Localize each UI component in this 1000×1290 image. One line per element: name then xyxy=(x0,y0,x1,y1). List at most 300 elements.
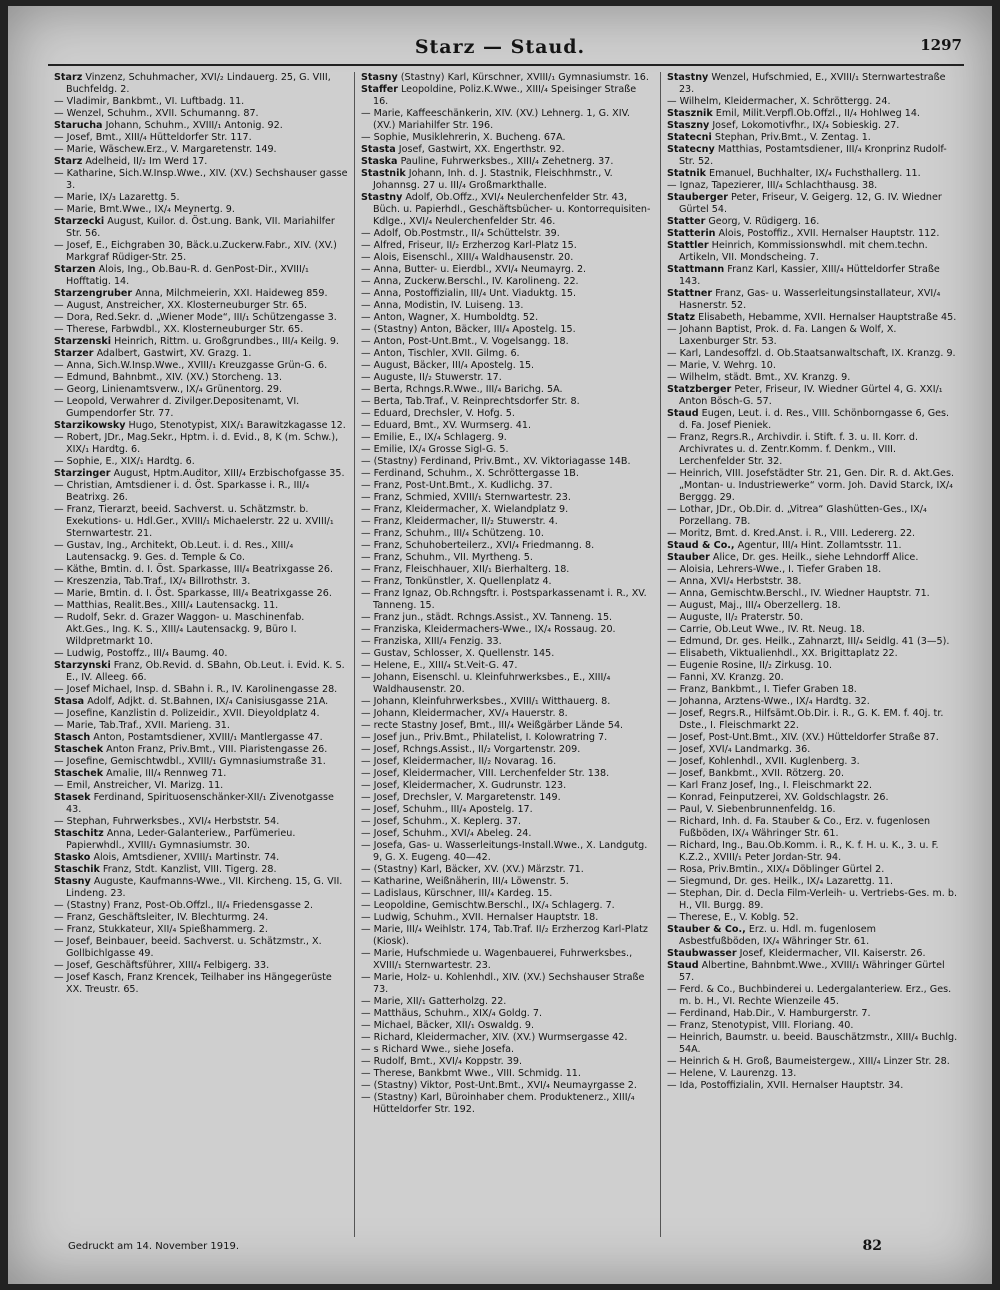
entry-text: — Josef, Schuhm., X. Keplerg. 37. xyxy=(360,816,522,827)
directory-entry xyxy=(361,864,654,876)
directory-entry xyxy=(361,696,654,708)
entry-text: — August, Bäcker, III/₄ Apostelg. 15. xyxy=(360,360,535,371)
entry-text: — Josefine, Kanzlistin d. Polizeidir., XVII. Dieyoldplatz 4. xyxy=(54,708,320,719)
entry-surname: Starucha xyxy=(54,120,103,131)
entry-text: — Josef, Post-Unt.Bmt., XIV. (XV.) Hütteldorfer Straße 87. xyxy=(666,732,939,743)
directory-entry xyxy=(667,744,960,756)
directory-entry xyxy=(54,792,348,816)
entry-text: — Therese, Bankbmt Wwe., VIII. Schmidg. 11. xyxy=(360,1068,581,1079)
entry-text: — Marie, III/₄ Weihlstr. 174, Tab.Traf. II/₂ Erzherzog Karl-Platz (Kiosk). xyxy=(360,924,648,947)
entry-text: — (Stastny) Viktor, Post-Unt.Bmt., XVI/₄ Neumayrgasse 2. xyxy=(360,1080,637,1091)
entry-text: — Franz, Schuhm., VII. Myrtheng. 5. xyxy=(360,552,533,563)
directory-entry xyxy=(667,1008,960,1020)
entry-text: — Franz jun., städt. Rchngs.Assist., XV. Tanneng. 15. xyxy=(360,612,613,623)
entry-text: Alice, Dr. ges. Heilk., siehe Lehndorff Alice. xyxy=(709,552,919,563)
directory-entry xyxy=(667,768,960,780)
entry-text: Heinrich, Kommissionswhdl. mit chem.techn. Artikeln, VII. Mondscheing. 7. xyxy=(678,240,928,263)
directory-entry xyxy=(667,264,960,288)
entry-text: — Vladimir, Bankbmt., VI. Luftbadg. 11. xyxy=(54,96,245,107)
directory-entry xyxy=(361,1020,654,1032)
column-3 xyxy=(660,72,966,1237)
entry-text: — Anna, Postoffizialin, III/₄ Unt. Viaduktg. 15. xyxy=(360,288,577,299)
entry-text: — Wenzel, Schuhm., XVII. Schumanng. 87. xyxy=(54,108,259,119)
directory-entry xyxy=(361,300,654,312)
entry-text: — (Stastny) Karl, Bäcker, XV. (XV.) Märzstr. 71. xyxy=(360,864,584,875)
entry-text: — Josef, E., Eichgraben 30, Bäck.u.Zuckerw.Fabr., XIV. (XV.) Markgraf Rüdiger-Str. 25. xyxy=(54,240,337,263)
directory-entry xyxy=(667,888,960,912)
entry-text: — Alfred, Friseur, II/₂ Erzherzog Karl-Platz 15. xyxy=(360,240,577,251)
entry-text: Matthias, Postamtsdiener, III/₄ Kronprinz Rudolf-Str. 52. xyxy=(678,144,947,167)
entry-text: — Josef, Bankbmt., XVII. Rötzerg. 20. xyxy=(666,768,845,779)
entry-surname: Stasta xyxy=(360,144,396,155)
entry-text: — Lothar, JDr., Ob.Dir. d. „Vitrea“ Glashütten-Ges., IX/₄ Porzellang. 7B. xyxy=(666,504,927,527)
entry-text: — Marie, V. Wehrg. 10. xyxy=(666,360,776,371)
entry-text: — Josef, Kleidermacher, II/₂ Novarag. 16. xyxy=(360,756,557,767)
entry-text: — August, Maj., III/₄ Oberzellerg. 18. xyxy=(666,600,841,611)
directory-entry xyxy=(667,672,960,684)
entry-text: — Sophie, Musiklehrerin, X. Bucheng. 67A. xyxy=(360,132,566,143)
directory-entry xyxy=(54,372,348,384)
directory-entry xyxy=(667,912,960,924)
directory-entry xyxy=(667,960,960,984)
entry-surname: Stattler xyxy=(666,240,709,251)
directory-entry xyxy=(54,756,348,768)
directory-entry xyxy=(667,180,960,192)
directory-entry xyxy=(667,108,960,120)
entry-text: — Käthe, Bmtin. d. I. Öst. Sparkasse, III/₄ Beatrixgasse 26. xyxy=(54,564,334,575)
directory-entry xyxy=(667,816,960,840)
directory-entry xyxy=(54,312,348,324)
entry-text: Johann, Schuhm., XVIII/₁ Antonig. 92. xyxy=(102,120,283,131)
sheet-number: 82 xyxy=(862,1238,882,1254)
entry-text: Emanuel, Buchhalter, IX/₄ Fuchsthallerg. 11. xyxy=(706,168,921,179)
directory-entry xyxy=(361,360,654,372)
directory-entry xyxy=(667,708,960,732)
directory-entry xyxy=(361,288,654,300)
page-number: 1297 xyxy=(920,36,962,54)
directory-entry xyxy=(667,120,960,132)
entry-text: — (Stastny) Karl, Büroinhaber chem. Produktenerz., XIII/₄ Hütteldorfer Str. 192. xyxy=(360,1092,635,1115)
entry-text: Wenzel, Hufschmied, E., XVIII/₁ Sternwartestraße 23. xyxy=(678,72,946,95)
entry-text: — Marie, Hufschmiede u. Wagenbauerei, Fuhrwerksbes., XVIII/₁ Sternwartestr. 23. xyxy=(360,948,633,971)
entry-text: — Josef, Schuhm., XVI/₄ Abeleg. 24. xyxy=(360,828,532,839)
entry-text: — recte Stastny Josef, Bmt., III/₄ Weißgärber Lände 54. xyxy=(360,720,624,731)
entry-surname: Stauber xyxy=(666,552,710,563)
entry-text: — Franz, Tonkünstler, X. Quellenplatz 4. xyxy=(360,576,552,587)
entry-text: — Marie, Holz- u. Kohlenhdl., XIV. (XV.) Sechshauser Straße 73. xyxy=(360,972,645,995)
entry-text: — Paul, V. Siebenbrunnenfeldg. 16. xyxy=(666,804,836,815)
directory-entry xyxy=(54,852,348,864)
directory-entry xyxy=(361,720,654,732)
entry-surname: Staschik xyxy=(54,864,100,875)
directory-entry xyxy=(54,972,348,996)
directory-entry xyxy=(361,624,654,636)
directory-entry xyxy=(54,816,348,828)
directory-entry xyxy=(667,636,960,648)
entry-surname: Stauberger xyxy=(666,192,728,203)
directory-entry xyxy=(361,1092,654,1116)
directory-entry xyxy=(361,672,654,696)
directory-entry xyxy=(361,420,654,432)
entry-surname: Starzynski xyxy=(54,660,111,671)
directory-entry xyxy=(54,600,348,612)
directory-entry xyxy=(361,564,654,576)
entry-text: Elisabeth, Hebamme, XVII. Hernalser Hauptstraße 45. xyxy=(695,312,957,323)
entry-text: — Johann Baptist, Prok. d. Fa. Langen & Wolf, X. Laxenburger Str. 53. xyxy=(666,324,897,347)
directory-entry xyxy=(361,588,654,612)
entry-text: — Ferdinand, Hab.Dir., V. Hamburgerstr. 7. xyxy=(666,1008,871,1019)
entry-text: — Sophie, E., XIX/₁ Hardtg. 6. xyxy=(54,456,195,467)
directory-entry xyxy=(667,432,960,468)
entry-text: — Johann, Eisenschl. u. Kleinfuhrwerksbes., E., XIII/₄ Waldhausenstr. 20. xyxy=(360,672,611,695)
directory-entry xyxy=(54,456,348,468)
entry-surname: Stastnik xyxy=(360,168,406,179)
directory-entry xyxy=(361,888,654,900)
directory-entry xyxy=(361,540,654,552)
directory-entry xyxy=(361,708,654,720)
entry-surname: Stattner xyxy=(666,288,713,299)
entry-text: — Richard, Kleidermacher, XIV. (XV.) Wurmsergasse 42. xyxy=(360,1032,628,1043)
entry-text: — Franz, Tierarzt, beeid. Sachverst. u. Schätzmstr. b. Exekutions- u. Hdl.Ger., XVIII/₁ Michaelerstr. 22 u. XVIII/₁ Sternwartestr. 21. xyxy=(54,504,334,539)
directory-entry xyxy=(54,216,348,240)
directory-entry xyxy=(361,264,654,276)
directory-entry xyxy=(361,648,654,660)
entry-surname: Stastny xyxy=(360,192,403,203)
entry-text: — Dora, Red.Sekr. d. „Wiener Mode“, III/₁ Schützengasse 3. xyxy=(54,312,337,323)
entry-text: — Robert, JDr., Mag.Sekr., Hptm. i. d. Evid., 8, K (m. Schw.), XIX/₁ Hardtg. 6. xyxy=(54,432,339,455)
entry-text: Franz Karl, Kassier, XIII/₄ Hütteldorfer Straße 143. xyxy=(678,264,940,287)
entry-text: — (Stastny) Anton, Bäcker, III/₄ Apostelg. 15. xyxy=(360,324,576,335)
entry-text: — Ignaz, Tapezierer, III/₄ Schlachthausg. 38. xyxy=(666,180,878,191)
directory-entry xyxy=(361,480,654,492)
entry-text: Johann, Inh. d. J. Stastnik, Fleischhmstr., V. Johannsg. 27 u. III/₄ Großmarkthalle. xyxy=(372,168,613,191)
directory-entry xyxy=(54,348,348,360)
entry-text: — Josef, Kleidermacher, VIII. Lerchenfelder Str. 138. xyxy=(360,768,610,779)
entry-surname: Staschek xyxy=(54,768,104,779)
entry-text: — Franziska, Kleidermachers-Wwe., IX/₄ Rossaug. 20. xyxy=(360,624,616,635)
entry-text: — Anton, Tischler, XVII. Gilmg. 6. xyxy=(360,348,520,359)
directory-entry xyxy=(667,864,960,876)
entry-text: — Helene, E., XIII/₄ St.Veit-G. 47. xyxy=(360,660,518,671)
entry-surname: Statter xyxy=(666,216,706,227)
directory-entry xyxy=(667,684,960,696)
directory-entry xyxy=(54,324,348,336)
directory-entry xyxy=(361,828,654,840)
entry-text: — Leopoldine, Gemischtw.Berschl., IX/₄ Schlagerg. 7. xyxy=(360,900,615,911)
directory-entry xyxy=(54,300,348,312)
directory-entry xyxy=(667,564,960,576)
directory-entry xyxy=(361,732,654,744)
directory-entry xyxy=(361,336,654,348)
entry-surname: Stasznik xyxy=(666,108,713,119)
entry-text: — Anton, Wagner, X. Humboldtg. 52. xyxy=(360,312,539,323)
directory-entry xyxy=(361,660,654,672)
entry-text: Emil, Milit.Verpfl.Ob.Offzl., II/₄ Hohlweg 14. xyxy=(712,108,920,119)
entry-surname: Starzengruber xyxy=(54,288,133,299)
directory-entry xyxy=(361,468,654,480)
entry-text: — Josef, XVI/₄ Landmarkg. 36. xyxy=(666,744,811,755)
directory-entry xyxy=(54,192,348,204)
entry-text: — Karl, Landesoffzl. d. Ob.Staatsanwaltschaft, IX. Kranzg. 9. xyxy=(666,348,956,359)
entry-text: — Katharine, Sich.W.Insp.Wwe., XIV. (XV.) Sechshauser gasse 3. xyxy=(54,168,348,191)
entry-surname: Starz xyxy=(54,72,83,83)
entry-text: Leopoldine, Poliz.K.Wwe., XIII/₄ Speisinger Straße 16. xyxy=(372,84,637,107)
entry-text: Franz, Gas- u. Wasserleitungsinstallateur, XVI/₄ Hasnerstr. 52. xyxy=(678,288,941,311)
directory-entry xyxy=(667,216,960,228)
directory-entry xyxy=(361,552,654,564)
directory-entry xyxy=(54,72,348,96)
directory-entry xyxy=(361,492,654,504)
directory-entry xyxy=(667,72,960,96)
entry-text: — Josef, Geschäftsführer, XIII/₄ Felbigerg. 33. xyxy=(54,960,270,971)
directory-entry xyxy=(667,144,960,168)
directory-entry xyxy=(54,864,348,876)
directory-entry xyxy=(54,588,348,600)
directory-entry xyxy=(54,96,348,108)
entry-surname: Statzberger xyxy=(666,384,732,395)
directory-entry xyxy=(54,720,348,732)
directory-entry xyxy=(361,384,654,396)
directory-entry xyxy=(54,504,348,540)
directory-entry xyxy=(361,144,654,156)
entry-text: Eugen, Leut. i. d. Res., VIII. Schönborngasse 6, Ges. d. Fa. Josef Pieniek. xyxy=(678,408,950,431)
directory-entry xyxy=(361,168,654,192)
directory-entry xyxy=(54,780,348,792)
entry-text: — Elisabeth, Viktualienhdl., XX. Brigittaplatz 22. xyxy=(666,648,898,659)
directory-entry xyxy=(54,264,348,288)
directory-entry xyxy=(667,1068,960,1080)
entry-surname: Starzenski xyxy=(54,336,112,347)
directory-entry xyxy=(361,72,654,84)
entry-text: — Gustav, Schlosser, X. Quellenstr. 145. xyxy=(360,648,555,659)
entry-text: — Richard, Ing., Bau.Ob.Komm. i. R., K. f. H. u. K., 3. u. F. K.Z.2., XVIII/₁ Peter Jordan-Str. 94. xyxy=(666,840,939,863)
entry-text: — Moritz, Bmt. d. Kred.Anst. i. R., VIII. Ledererg. 22. xyxy=(666,528,916,539)
entry-text: — Heinrich & H. Groß, Baumeistergew., XIII/₄ Linzer Str. 28. xyxy=(666,1056,950,1067)
entry-text: — Therese, Farbwdbl., XX. Klosterneuburger Str. 65. xyxy=(54,324,304,335)
entry-text: — Anna, XVI/₄ Herbststr. 38. xyxy=(666,576,802,587)
entry-text: — Alois, Eisenschl., XIII/₄ Waldhausenstr. 20. xyxy=(360,252,574,263)
directory-entry xyxy=(54,132,348,144)
directory-entry xyxy=(54,660,348,684)
directory-entry xyxy=(54,576,348,588)
directory-entry xyxy=(667,468,960,504)
directory-entry xyxy=(667,600,960,612)
directory-entry xyxy=(54,612,348,648)
entry-text: Hugo, Stenotypist, XIX/₁ Barawitzkagasse 12. xyxy=(125,420,346,431)
entry-text: Josef, Gastwirt, XX. Engerthstr. 92. xyxy=(395,144,565,155)
directory-entry xyxy=(667,732,960,744)
entry-text: — Johann, Kleidermacher, XV/₄ Hauerstr. 8. xyxy=(360,708,568,719)
directory-entry xyxy=(667,696,960,708)
entry-text: — Marie, Wäschew.Erz., V. Margaretenstr. 149. xyxy=(54,144,277,155)
entry-text: — Anna, Zuckerw.Berschl., IV. Karolineng. 22. xyxy=(360,276,579,287)
entry-text: — Michael, Bäcker, XII/₁ Oswaldg. 9. xyxy=(360,1020,535,1031)
entry-text: — Franz, Schuhoberteilerz., XVI/₄ Friedmanng. 8. xyxy=(360,540,595,551)
directory-entry xyxy=(54,420,348,432)
directory-entry xyxy=(54,384,348,396)
directory-entry xyxy=(361,516,654,528)
entry-text: — Berta, Rchngs.R.Wwe., III/₄ Barichg. 5A. xyxy=(360,384,563,395)
directory-entry xyxy=(667,96,960,108)
directory-entry xyxy=(361,252,654,264)
entry-text: — Matthäus, Schuhm., XIX/₄ Goldg. 7. xyxy=(360,1008,543,1019)
entry-text: — Franz, Bankbmt., I. Tiefer Graben 18. xyxy=(666,684,857,695)
entry-text: Alois, Postoffiz., XVII. Hernalser Hauptstr. 112. xyxy=(715,228,940,239)
entry-text: — Rudolf, Sekr. d. Grazer Waggon- u. Maschinenfab. Akt.Ges., Ing. K. S., XIII/₄ Lautensackg. 9, Büro I. Wildpretmarkt 10. xyxy=(54,612,305,647)
directory-entry xyxy=(54,912,348,924)
entry-text: — Franziska, XIII/₄ Fenzig. 33. xyxy=(360,636,502,647)
entry-text: Alois, Ing., Ob.Bau-R. d. GenPost-Dir., XVIII/₁ Hofftatig. 14. xyxy=(66,264,309,287)
entry-surname: Stasch xyxy=(54,732,91,743)
entry-surname: Staud xyxy=(666,960,699,971)
directory-entry xyxy=(667,168,960,180)
entry-text: August, Kuilor. d. Öst.ung. Bank, VII. Mariahilfer Str. 56. xyxy=(66,216,335,239)
column-1 xyxy=(48,72,354,1237)
print-date: Gedruckt am 14. November 1919. xyxy=(68,1241,240,1252)
entry-text: — Marie, Bmtin. d. I. Öst. Sparkasse, III/₄ Beatrixgasse 26. xyxy=(54,588,332,599)
entry-text: Heinrich, Rittm. u. Großgrundbes., III/₄ Keilg. 9. xyxy=(111,336,339,347)
entry-surname: Stastny xyxy=(666,72,709,83)
entry-text: — Kreszenzia, Tab.Traf., IX/₄ Billrothstr. 3. xyxy=(54,576,251,587)
entry-text: — Emil, Anstreicher, VI. Marizg. 11. xyxy=(54,780,224,791)
directory-entry xyxy=(361,456,654,468)
entry-text: — Josef, Kohlenhdl., XVII. Kuglenberg. 3. xyxy=(666,756,860,767)
directory-entry xyxy=(361,780,654,792)
entry-text: — Franz Ignaz, Ob.Rchngsftr. i. Postsparkassenamt i. R., XV. Tanneng. 15. xyxy=(360,588,647,611)
entry-text: — Franz, Stukkateur, XII/₄ Spießhammerg. 2. xyxy=(54,924,268,935)
entry-text: — Josef, Rchngs.Assist., II/₂ Vorgartenstr. 209. xyxy=(360,744,581,755)
entry-text: — Heinrich, VIII. Josefstädter Str. 21, Gen. Dir. R. d. Akt.Ges. „Montan- u. Industriewerke“ vorm. Joh. David Starck, IX/₄ Berggg. 29. xyxy=(666,468,954,503)
entry-text: — Eugenie Rosine, II/₂ Zirkusg. 10. xyxy=(666,660,833,671)
directory-entry xyxy=(361,276,654,288)
directory-entry xyxy=(667,924,960,948)
entry-text: — Anna, Gemischtw.Berschl., IV. Wiedner Hauptstr. 71. xyxy=(666,588,930,599)
entry-text: — Eduard, Drechsler, V. Hofg. 5. xyxy=(360,408,515,419)
directory-entry xyxy=(667,840,960,864)
entry-text: — Josefa, Gas- u. Wasserleitungs-Install.Wwe., X. Landgutg. 9, G. X. Eugeng. 40—42. xyxy=(360,840,648,863)
directory-entry xyxy=(361,900,654,912)
directory-entry xyxy=(361,972,654,996)
entry-text: — Helene, V. Laurenzg. 13. xyxy=(666,1068,797,1079)
directory-entry xyxy=(361,792,654,804)
entry-surname: Starzer xyxy=(54,348,94,359)
entry-text: — Josef jun., Priv.Bmt., Philatelist, I. Kolowratring 7. xyxy=(360,732,608,743)
directory-entry xyxy=(667,504,960,528)
directory-entry xyxy=(361,528,654,540)
page-title: Starz — Staud. xyxy=(414,36,586,58)
directory-entry xyxy=(667,552,960,564)
directory-entry xyxy=(667,324,960,348)
directory-entry xyxy=(54,540,348,564)
directory-entry xyxy=(54,924,348,936)
directory-entry xyxy=(54,156,348,168)
entry-text: Erz. u. Hdl. m. fugenlosem Asbestfußböden, IX/₄ Währinger Str. 61. xyxy=(678,924,877,947)
directory-entry xyxy=(54,168,348,192)
directory-entry xyxy=(361,444,654,456)
entry-text: — Stephan, Dir. d. Decla Film-Verleih- u. Vertriebs-Ges. m. b. H., VII. Burgg. 89. xyxy=(666,888,958,911)
entry-text: — Georg, Linienamtsverw., IX/₄ Grünentorg. 29. xyxy=(54,384,283,395)
entry-surname: Stattmann xyxy=(666,264,725,275)
entry-text: — Karl Franz Josef, Ing., I. Fleischmarkt 22. xyxy=(666,780,873,791)
entry-text: — (Stastny) Franz, Post-Ob.Offzl., II/₄ Friedensgasse 2. xyxy=(54,900,314,911)
directory-entry xyxy=(667,372,960,384)
directory-entry xyxy=(667,348,960,360)
entry-surname: Stauber & Co., xyxy=(666,924,746,935)
directory-entry xyxy=(361,636,654,648)
directory-entry xyxy=(54,744,348,756)
directory-entry xyxy=(667,948,960,960)
entry-text: — Franz, Kleidermacher, X. Wielandplatz 9. xyxy=(360,504,569,515)
entry-text: — Johanna, Arztens-Wwe., IX/₄ Hardtg. 32. xyxy=(666,696,870,707)
entry-text: — Marie, XII/₁ Gatterholzg. 22. xyxy=(360,996,507,1007)
entry-text: — Josef Kasch, Franz Krencek, Teilhaber ins Hängegerüste XX. Treustr. 65. xyxy=(54,972,332,995)
directory-entry xyxy=(361,348,654,360)
entry-text: — Franz, Schuhm., III/₄ Schützeng. 10. xyxy=(360,528,544,539)
entry-text: — Franz, Post-Unt.Bmt., X. Kudlichg. 37. xyxy=(360,480,553,491)
entry-surname: Starzinger xyxy=(54,468,111,479)
entry-text: — s Richard Wwe., siehe Josefa. xyxy=(360,1044,515,1055)
entry-text: Anton, Postamtsdiener, XVIII/₁ Mantlergasse 47. xyxy=(90,732,323,743)
directory-entry xyxy=(54,768,348,780)
directory-entry xyxy=(667,792,960,804)
entry-text: — Auguste, II/₂ Stuwerstr. 17. xyxy=(360,372,502,383)
entry-text: — Edmund, Bahnbmt., XIV. (XV.) Storcheng. 13. xyxy=(54,372,283,383)
directory-entry xyxy=(361,372,654,384)
directory-entry xyxy=(54,648,348,660)
directory-entry xyxy=(54,120,348,132)
entry-text: — Ludwig, Postoffz., III/₄ Baumg. 40. xyxy=(54,648,228,659)
entry-text: Adolf, Adjkt. d. St.Bahnen, IX/₄ Canisiusgasse 21A. xyxy=(84,696,329,707)
entry-text: — Josef, Kleidermacher, X. Gudrunstr. 123. xyxy=(360,780,567,791)
entry-surname: Staubwasser xyxy=(666,948,737,959)
directory-entry xyxy=(667,756,960,768)
directory-entry xyxy=(54,360,348,372)
directory-entry xyxy=(361,132,654,144)
column-2 xyxy=(354,72,660,1237)
directory-entry xyxy=(667,132,960,144)
entry-surname: Statterin xyxy=(666,228,716,239)
directory-entry xyxy=(361,768,654,780)
entry-surname: Stasek xyxy=(54,792,91,803)
entry-text: — Franz, Stenotypist, VIII. Floriang. 40. xyxy=(666,1020,854,1031)
entry-text: — Emilie, E., IX/₄ Schlagerg. 9. xyxy=(360,432,507,443)
entry-text: — Christian, Amtsdiener i. d. Öst. Sparkasse i. R., III/₄ Beatrixg. 26. xyxy=(54,480,310,503)
entry-text: — Rosa, Priv.Bmtin., XIX/₄ Döblinger Gürtel 2. xyxy=(666,864,885,875)
directory-entry xyxy=(361,324,654,336)
entry-text: — Wilhelm, Kleidermacher, X. Schröttergg. 24. xyxy=(666,96,891,107)
directory-entry xyxy=(54,564,348,576)
entry-text: — Matthias, Realit.Bes., XIII/₄ Lautensackg. 11. xyxy=(54,600,279,611)
entry-surname: Stasny xyxy=(360,72,398,83)
directory-entry xyxy=(361,876,654,888)
directory-entry xyxy=(667,1080,960,1092)
directory-entry xyxy=(54,288,348,300)
entry-text: — Ladislaus, Kürschner, III/₄ Kardeg. 15. xyxy=(360,888,553,899)
entry-text: — Marie, Bmt.Wwe., IX/₄ Meynertg. 9. xyxy=(54,204,235,215)
entry-text: — Edmund, Dr. ges. Heilk., Zahnarzt, III/₄ Seidlg. 41 (3—5). xyxy=(666,636,950,647)
directory-entry xyxy=(667,240,960,264)
directory-entry xyxy=(54,240,348,264)
entry-text: Alois, Amtsdiener, XVIII/₁ Martinstr. 74. xyxy=(90,852,280,863)
entry-text: Stephan, Priv.Bmt., V. Zentag. 1. xyxy=(711,132,871,143)
entry-surname: Statnik xyxy=(666,168,706,179)
entry-text: — Ida, Postoffizialin, XVII. Hernalser Hauptstr. 34. xyxy=(666,1080,904,1091)
directory-entry xyxy=(361,612,654,624)
entry-text: — Siegmund, Dr. ges. Heilk., IX/₄ Lazarettg. 11. xyxy=(666,876,894,887)
directory-entry xyxy=(667,588,960,600)
entry-text: Josef, Lokomotivfhr., IX/₄ Sobieskig. 27. xyxy=(709,120,900,131)
directory-entry xyxy=(667,228,960,240)
